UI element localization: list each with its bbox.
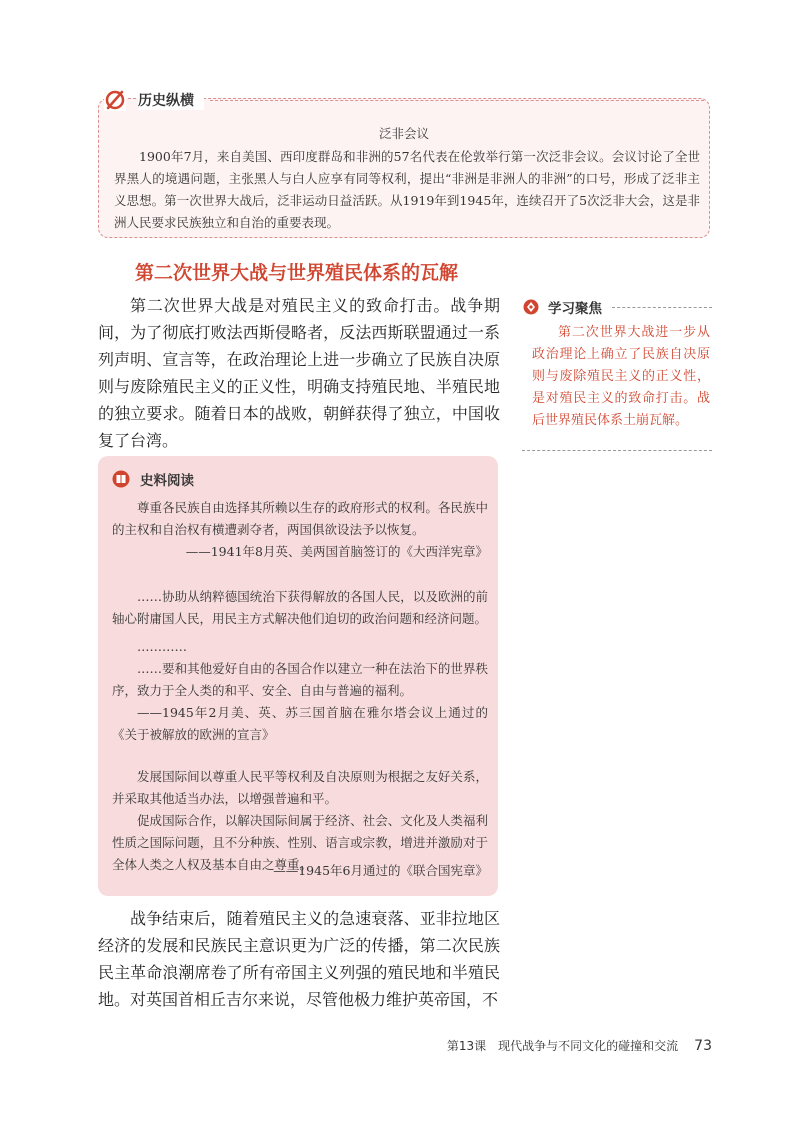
source-quote-yalta-2: ……要和其他爱好自由的各国合作以建立一种在法治下的世界秩序，致力于全人类的和平、安全、自由与普遍的福利。 (112, 661, 488, 698)
page-footer (447, 1037, 712, 1054)
focus-divider (612, 307, 712, 308)
body-paragraph-1: 第二次世界大战是对殖民主义的致命打击。战争期间，为了彻底打败法西斯侵略者，反法西斯联盟通过一系列声明、宣言等，在政治理论上进一步确立了民族自决原则与废除殖民主义的正义性，明确支持殖民地、半殖民地的独立要求。随着日本的战败，朝鲜获得了独立，中国收复了台湾。 (98, 296, 500, 450)
focus-target-icon (522, 298, 540, 316)
source-quote-un-2: 促成国际合作，以解决国际间属于经济、社会、文化及人类福利性质之国际问题，且不分种族、性别、语言或宗教，增进并激励对于全体人类之人权及基本自由之尊重。 (112, 813, 488, 872)
footer-lesson-title: 第13课 现代战争与不同文化的碰撞和交流 (446, 1039, 679, 1053)
source-cite-un: ——1945年6月通过的《联合国宪章》 (273, 863, 488, 878)
history-panel-header (104, 88, 704, 112)
body-paragraph-2: 战争结束后，随着殖民主义的急速衰落、亚非拉地区经济的发展和民族民主意识更为广泛的传播，第二次民族民主革命浪潮席卷了所有帝国主义列强的殖民地和半殖民地。对英国首相丘吉尔来说，尽管他极力维护英帝国，不 (98, 909, 500, 1009)
source-cite-atlantic: ——1941年8月英、美两国首脑签订的《大西洋宪章》 (185, 544, 488, 559)
history-panel-divider (210, 100, 704, 101)
focus-label: 学习聚焦 (548, 301, 602, 317)
history-panel-title: 泛非会议 (378, 126, 429, 141)
focus-bottom-divider (522, 450, 712, 451)
source-ellipsis: ………… (137, 639, 187, 654)
source-quote-atlantic: 尊重各民族自由选择其所赖以生存的政府形式的权利。各民族中的主权和自治权有横遭剥夺者，两国俱欲设法予以恢复。 (112, 500, 488, 537)
history-swirl-icon (104, 89, 126, 111)
focus-text: 第二次世界大战进一步从政治理论上确立了民族自决原则与废除殖民主义的正义性，是对殖民主义的致命打击。战后世界殖民体系土崩瓦解。 (532, 325, 710, 428)
focus-header (522, 297, 712, 317)
source-reading-header (112, 469, 194, 489)
book-icon (112, 470, 130, 488)
source-reading-label: 史料阅读 (140, 473, 194, 489)
page-number: 73 (694, 1038, 712, 1054)
source-quote-yalta-1: ……协助从纳粹德国统治下获得解放的各国人民，以及欧洲的前轴心附庸国人民，用民主方式解决他们迫切的政治问题和经济问题。 (112, 589, 488, 626)
section-title: 第二次世界大战与世界殖民体系的瓦解 (135, 262, 459, 284)
history-panel-text: 1900年7月，来自美国、西印度群岛和非洲的57名代表在伦敦举行第一次泛非会议。会议讨论了全世界黑人的境遇问题，主张黑人与白人应享有同等权利，提出“非洲是非洲人的非洲”的口号，形成了泛非主义思想。第一次世界大战后，泛非运动日益活跃。从1919年到1945年，连续召开了5次泛非大会，这是非洲人民要求民族独立和自治的重要表现。 (114, 149, 700, 230)
history-panel-label: 历史纵横 (138, 90, 204, 110)
source-cite-yalta: ——1945年2月美、英、苏三国首脑在雅尔塔会议上通过的《关于被解放的欧洲的宣言》 (112, 705, 488, 742)
source-quote-un-1: 发展国际间以尊重人民平等权利及自决原则为根据之友好关系，并采取其他适当办法，以增强普遍和平。 (112, 769, 488, 806)
